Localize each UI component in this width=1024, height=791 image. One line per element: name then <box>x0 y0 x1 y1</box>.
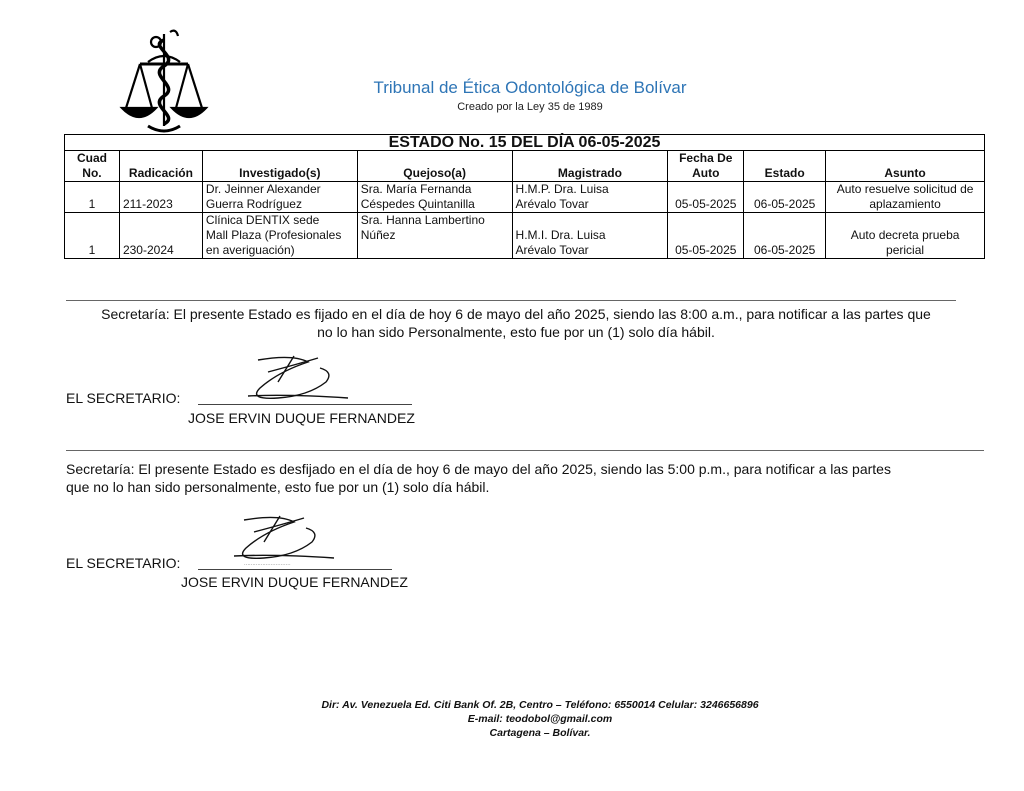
table-header-row <box>65 151 985 182</box>
table-title: ESTADO No. 15 DEL DÍA 06-05-2025 <box>65 135 985 151</box>
secretary-signature <box>224 510 344 568</box>
signature-line <box>198 404 412 405</box>
cell-radicacion: 230-2024 <box>119 213 202 259</box>
cell-asunto: Auto decreta prueba pericial <box>826 213 985 259</box>
col-radicacion: Radicación <box>119 151 202 182</box>
col-quejoso: Quejoso(a) <box>357 151 512 182</box>
cell-fecha-auto: 05-05-2025 <box>668 182 744 213</box>
cell-cuad: 1 <box>65 213 120 259</box>
table-row <box>65 213 985 259</box>
cell-fecha-auto: 05-05-2025 <box>668 213 744 259</box>
footer-address: Dir: Av. Venezuela Ed. Citi Bank Of. 2B, Centro – Teléfono: 6550014 Celular: 3246656896 E-mail: teodobol@gmail.com Cartagena – Bolívar. <box>321 699 759 739</box>
cell-quejoso: Sra. Hanna Lambertino Núñez <box>357 213 512 259</box>
table-row <box>65 182 985 213</box>
fijacion-text: Secretaría: El presente Estado es fijado en el día de hoy 6 de mayo del año 2025, siendo las 8:00 a.m., para notificar a las partes que no lo han sido Personalmente, esto fue por un (1) solo día hábil. <box>101 306 931 340</box>
org-title: Tribunal de Ética Odontológica de Bolívar <box>373 78 687 97</box>
svg-text:····························: ···························· <box>244 562 291 568</box>
desfijacion-text: Secretaría: El presente Estado es desfijado en el día de hoy 6 de mayo del año 2025, siendo las 5:00 p.m., para notificar a las partes que no lo han sido personalmente, esto fue por un (1) solo día hábil. <box>66 461 891 495</box>
secretary-signature <box>238 352 358 408</box>
col-estado: Estado <box>744 151 826 182</box>
cell-cuad: 1 <box>65 182 120 213</box>
scales-of-justice-logo <box>118 26 210 136</box>
secretary-name: JOSE ERVIN DUQUE FERNANDEZ <box>188 410 415 426</box>
signature-line <box>198 569 392 570</box>
col-investigado: Investigado(s) <box>202 151 357 182</box>
col-asunto: Asunto <box>826 151 985 182</box>
cell-asunto: Auto resuelve solicitud de aplazamiento <box>826 182 985 213</box>
secretary-name: JOSE ERVIN DUQUE FERNANDEZ <box>181 574 408 590</box>
col-fecha-auto: Fecha De Auto <box>668 151 744 182</box>
cell-magistrado: H.M.P. Dra. Luisa Arévalo Tovar <box>512 182 668 213</box>
cell-magistrado: H.M.I. Dra. Luisa Arévalo Tovar <box>512 213 668 259</box>
org-subtitle: Creado por la Ley 35 de 1989 <box>457 101 603 113</box>
section-divider <box>66 300 956 301</box>
secretary-label: EL SECRETARIO: <box>66 390 181 406</box>
col-magistrado: Magistrado <box>512 151 668 182</box>
section-divider <box>66 450 984 451</box>
cell-radicacion: 211-2023 <box>119 182 202 213</box>
secretary-label: EL SECRETARIO: <box>66 555 181 571</box>
estado-table <box>64 134 985 259</box>
cell-estado: 06-05-2025 <box>744 182 826 213</box>
cell-estado: 06-05-2025 <box>744 213 826 259</box>
col-cuad: Cuad No. <box>65 151 120 182</box>
cell-investigado: Dr. Jeinner Alexander Guerra Rodríguez <box>202 182 357 213</box>
svg-text:····························: ···························· <box>258 402 305 408</box>
cell-investigado: Clínica DENTIX sede Mall Plaza (Profesionales en averiguación) <box>202 213 357 259</box>
cell-quejoso: Sra. María Fernanda Céspedes Quintanilla <box>357 182 512 213</box>
